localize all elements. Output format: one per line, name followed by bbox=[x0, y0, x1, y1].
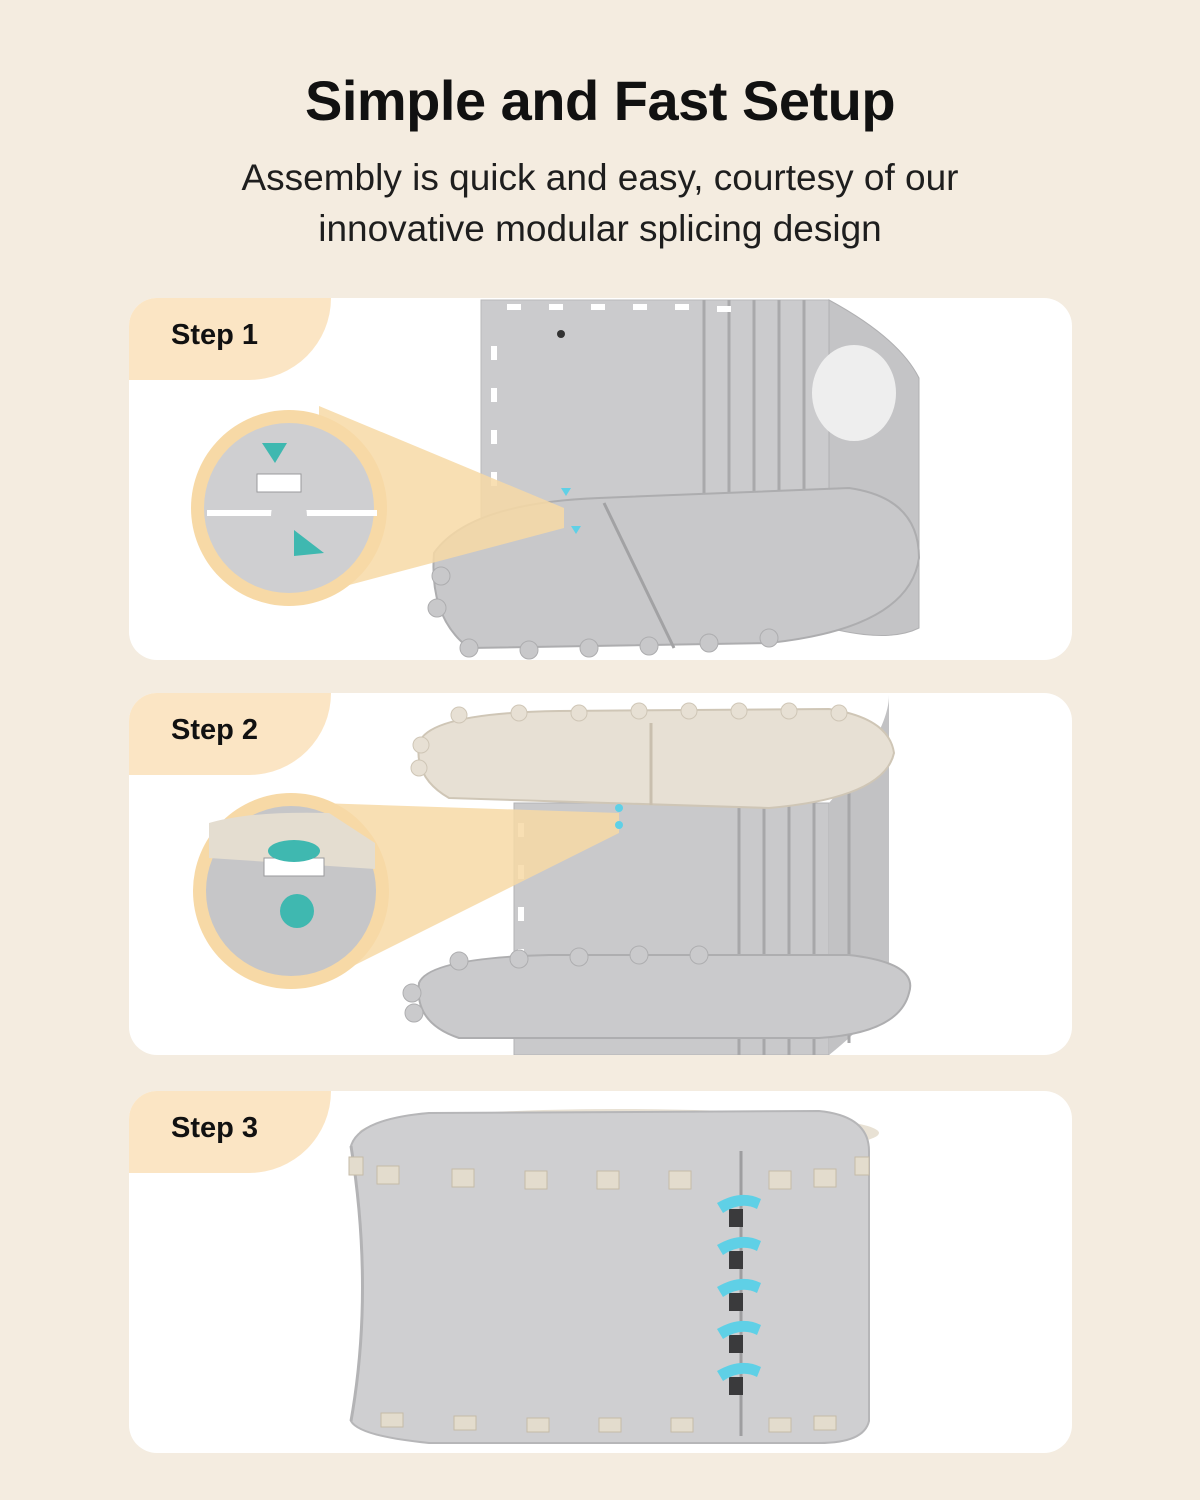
step-2-label: Step 2 bbox=[171, 714, 259, 746]
step-1-card bbox=[129, 298, 1072, 660]
headline: Simple and Fast Setup bbox=[304, 69, 896, 132]
subheadline-line-2: innovative modular splicing design bbox=[318, 208, 882, 249]
step-3-card bbox=[129, 1091, 1072, 1453]
subheadline-line-1: Assembly is quick and easy, courtesy of our bbox=[241, 157, 959, 198]
step-1-label: Step 1 bbox=[171, 319, 259, 351]
subheadline bbox=[0, 152, 1200, 254]
step-2-card bbox=[129, 693, 1072, 1055]
step-3-label: Step 3 bbox=[171, 1112, 259, 1144]
